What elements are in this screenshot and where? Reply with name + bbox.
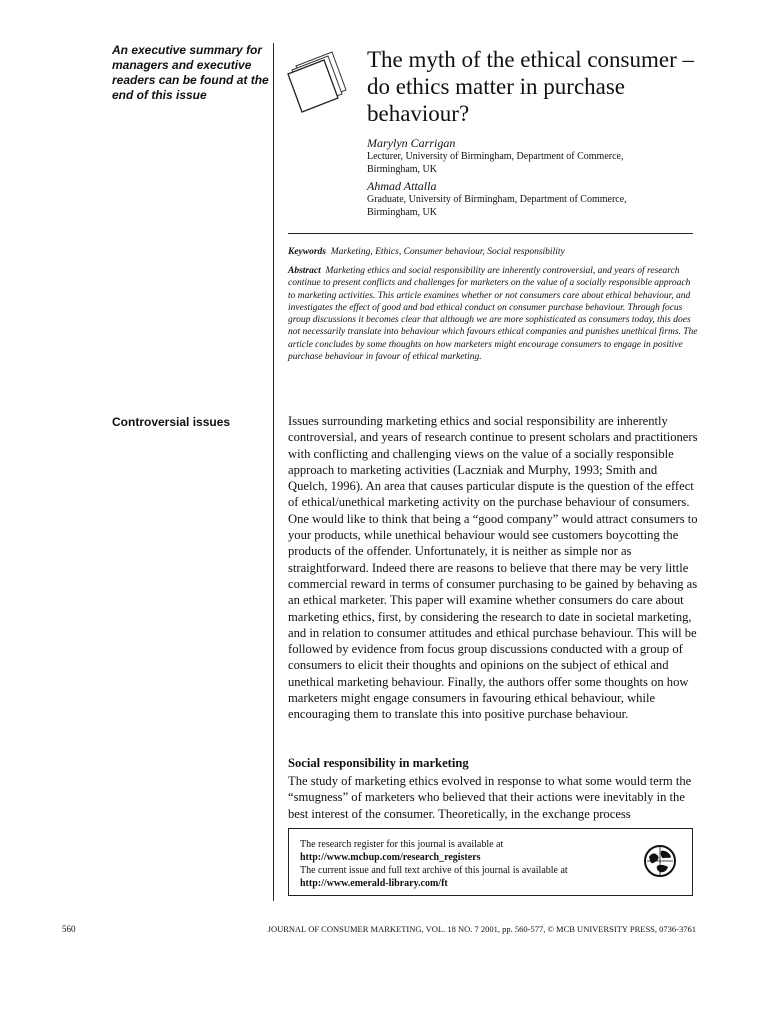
archive-link[interactable]: http://www.emerald-library.com/ft <box>300 878 448 889</box>
research-register-box <box>288 828 693 896</box>
executive-summary-note: An executive summary for managers and executive readers can be found at the end of this issue <box>112 43 269 102</box>
keywords <box>288 246 698 259</box>
document-stack-icon <box>284 46 360 122</box>
abstract-label: Abstract <box>288 266 321 276</box>
horizontal-divider <box>288 233 693 234</box>
author-affiliation: Graduate, University of Birmingham, Department of Commerce, Birmingham, UK <box>367 194 627 218</box>
body-paragraph: The study of marketing ethics evolved in response to what some would term the “smugness” of marketers who believed that their actions were inevitably in the best interest of the consumer. Theoretically, in the exchange process <box>288 774 692 821</box>
author-affiliation: Lecturer, University of Birmingham, Department of Commerce, Birmingham, UK <box>367 151 624 175</box>
section-heading: Social responsibility in marketing <box>288 756 469 770</box>
body-paragraph: Issues surrounding marketing ethics and social responsibility are inherently controversial, and years of research continue to present scholars and practitioners with conflicting and challenging views on the value of a socially responsible approach to marketing activities (Laczniak and Murphy, 1993; Smith and Quelch, 1996). An area that causes particular dispute is the question of the effect of ethical/unethical marketing activity on the purchase behaviour of consumers. One would like to think that being a “good company” would attract consumers to your products, while unethical behaviour would see customers boycotting the products of the offender. Unfortunately, it is neither as simple nor as straightforward. Indeed there are reasons to believe that there may be very little commercial reward in terms of consumer purchasing to be gained by behaving as an ethical marketer. This paper will examine whether consumers do care about marketing ethics, first, by considering the research to date in societal marketing, and in relation to consumer attitudes and ethical purchase behaviour. This will be followed by evidence from focus group discussions conducted with a group of consumers to elicit their thoughts and opinions on the subject of ethical and unethical marketing behaviour. Finally, the authors offer some thoughts on how marketers might engage consumers in favouring ethical behaviour, while encouraging them to translate this into positive purchase behaviour. <box>288 414 698 722</box>
archive-text: The current issue and full text archive of this journal is available at <box>300 865 568 876</box>
author-name: Marylyn Carrigan <box>367 136 456 150</box>
keywords-label: Keywords <box>288 247 326 257</box>
page-number: 560 <box>62 924 76 934</box>
journal-citation: JOURNAL OF CONSUMER MARKETING, VOL. 18 NO. 7 2001, pp. 560-577, © MCB UNIVERSITY PRESS, 0736-3761 <box>267 924 696 934</box>
register-text: The research register for this journal is available at <box>300 839 504 850</box>
register-link[interactable]: http://www.mcbup.com/research_registers <box>300 852 481 863</box>
author-name: Ahmad Attalla <box>367 179 437 193</box>
abstract-text: Marketing ethics and social responsibility are inherently controversial, and years of research continue to present conflicts and challenges for marketers on the value of a socially responsible approach to marketing activities. This article examines whether or not consumers care about ethical behaviour, and investigates the effect of good and bad ethical conduct on consumer purchase behaviour. Through focus group discussions it becomes clear that although we are more sophisticated as consumers today, this does not necessarily translate into behaviour which favours ethical companies and punishes unethical firms. The article concludes by some thoughts on how marketers might encourage consumers to engage in positive purchase behaviour in favour of ethical marketing. <box>288 266 698 363</box>
globe-icon <box>643 844 677 878</box>
article-title: The myth of the ethical consumer – do ethics matter in purchase behaviour? <box>367 47 695 126</box>
vertical-divider <box>273 43 274 901</box>
side-heading: Controversial issues <box>112 415 231 429</box>
keywords-text: Marketing, Ethics, Consumer behaviour, Social responsibility <box>330 247 565 257</box>
abstract <box>288 265 698 363</box>
